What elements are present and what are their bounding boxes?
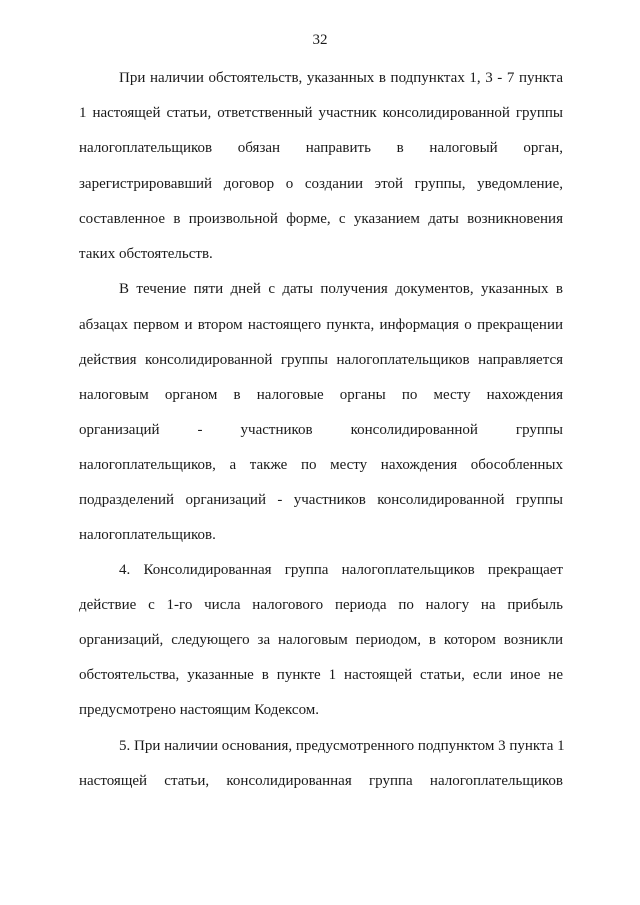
text-line: обстоятельства, указанные в пункте 1 настоящей статьи, если иное не bbox=[79, 667, 563, 683]
page-number: 32 bbox=[312, 32, 328, 48]
text-line: предусмотрено настоящим Кодексом. bbox=[79, 702, 320, 718]
text-line: 5. При наличии основания, предусмотренного подпунктом 3 пункта 1 bbox=[119, 738, 565, 754]
text-line: составленное в произвольной форме, с указанием даты возникновения bbox=[79, 211, 563, 227]
text-line: организаций, следующего за налоговым периодом, в котором возникли bbox=[79, 632, 563, 648]
text-line: При наличии обстоятельств, указанных в подпунктах 1, 3 - 7 пункта bbox=[119, 70, 563, 86]
text-line: зарегистрировавший договор о создании этой группы, уведомление, bbox=[79, 176, 563, 192]
text-line: налоговым органом в налоговые органы по месту нахождения bbox=[79, 387, 563, 403]
text-line: В течение пяти дней с даты получения документов, указанных в bbox=[119, 281, 563, 297]
text-line: организаций - участников консолидированной группы bbox=[79, 422, 563, 438]
text-line: подразделений организаций - участников консолидированной группы bbox=[79, 492, 563, 508]
text-line: налогоплательщиков, а также по месту нахождения обособленных bbox=[79, 457, 563, 473]
text-line: налогоплательщиков обязан направить в налоговый орган, bbox=[79, 140, 563, 156]
text-line: действия консолидированной группы налогоплательщиков направляется bbox=[79, 352, 563, 368]
text-line: таких обстоятельств. bbox=[79, 246, 213, 262]
text-line: настоящей статьи, консолидированная группа налогоплательщиков bbox=[79, 773, 563, 789]
text-line: абзацах первом и втором настоящего пункта, информация о прекращении bbox=[79, 317, 563, 333]
text-line: налогоплательщиков. bbox=[79, 527, 216, 543]
text-line: 4. Консолидированная группа налогоплательщиков прекращает bbox=[119, 562, 563, 578]
text-line: 1 настоящей статьи, ответственный участник консолидированной группы bbox=[79, 105, 563, 121]
text-line: действие с 1-го числа налогового периода по налогу на прибыль bbox=[79, 597, 563, 613]
